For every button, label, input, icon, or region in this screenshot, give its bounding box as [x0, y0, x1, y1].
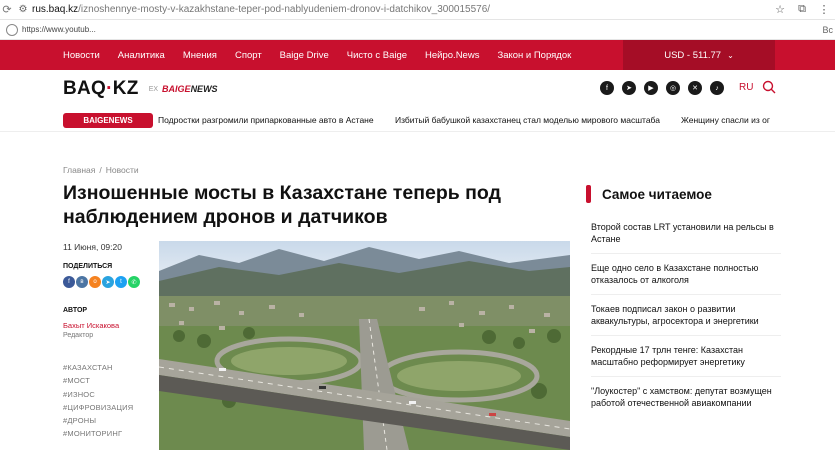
breadcrumb-home[interactable]: Главная — [63, 165, 96, 175]
tag-digitalization[interactable]: #ЦИФРОВИЗАЦИЯ — [63, 402, 134, 412]
most-read-accent — [586, 185, 591, 203]
author-label: АВТОР — [63, 307, 88, 314]
bookmarks-bar — [0, 20, 835, 40]
most-read-item-line: работой отечественной авиакомпании — [591, 398, 752, 408]
nav-item-analytics[interactable]: Аналитика — [117, 49, 165, 61]
site-info-icon[interactable]: ⚙ — [18, 4, 28, 15]
most-read-title: Самое читаемое — [602, 186, 712, 202]
most-read-item-line: Астане — [591, 234, 621, 244]
author-name[interactable]: Бахыт Искакова — [63, 321, 120, 330]
browser-address-bar — [0, 0, 835, 20]
telegram-icon[interactable]: ➤ — [622, 81, 636, 95]
facebook-icon[interactable]: f — [600, 81, 614, 95]
share-facebook-icon[interactable]: f — [63, 276, 75, 288]
aerial-road-photo — [159, 241, 570, 450]
author-role: Редактор — [63, 332, 94, 339]
share-odnoklassniki-icon[interactable]: о — [89, 276, 101, 288]
most-read-item-line: аквакультуры, агросектора и энергетики — [591, 316, 759, 326]
baige-news-logo[interactable] — [162, 84, 218, 94]
most-read-item-line: Токаев подписал закон о развитии — [591, 304, 736, 314]
site-logo[interactable] — [63, 78, 139, 100]
most-read-item[interactable] — [591, 344, 835, 368]
tag-monitoring[interactable]: #МОНИТОРИНГ — [63, 429, 123, 439]
most-read-item-line: отказалось от алкоголя — [591, 275, 689, 285]
most-read-item-line: масштабно реформирует энергетику — [591, 357, 745, 367]
article-hero-image — [159, 241, 570, 450]
currency-dropdown[interactable] — [623, 40, 775, 70]
divider — [591, 335, 781, 336]
extensions-icon[interactable]: ⧉ — [798, 3, 806, 15]
menu-icon[interactable]: ⋮ — [818, 4, 830, 16]
bookmark-youtube[interactable]: https://www.youtub... — [22, 25, 96, 34]
x-icon[interactable]: ✕ — [688, 81, 702, 95]
article-date: 11 Июня, 09:20 — [63, 242, 122, 252]
tag-list — [63, 361, 133, 441]
chevron-down-icon: ⌄ — [727, 50, 734, 60]
most-read-item[interactable] — [591, 303, 835, 327]
ticker-badge[interactable]: BAIGENEWS — [63, 113, 153, 128]
main-navigation — [0, 40, 835, 70]
nav-item-sport[interactable]: Спорт — [234, 49, 262, 61]
logo-ex-label: ЕХ — [148, 85, 159, 93]
news-ticker — [0, 110, 835, 132]
ticker-item[interactable]: Женщину спасли из ог — [681, 115, 770, 125]
logo-part-kz: KZ — [112, 78, 139, 99]
nav-item-opinions[interactable]: Мнения — [182, 49, 217, 61]
all-bookmarks[interactable]: Вс — [822, 24, 833, 35]
divider — [591, 376, 781, 377]
breadcrumb — [63, 165, 139, 175]
ticker-item[interactable]: Избитый бабушкой казахстанец стал моделью мирового масштаба — [395, 115, 660, 125]
reload-icon[interactable]: ⟳ — [2, 4, 12, 16]
most-read-item[interactable] — [591, 221, 835, 245]
breadcrumb-section[interactable]: Новости — [105, 165, 139, 175]
most-read-item[interactable] — [591, 262, 835, 286]
most-read-item-line: Рекордные 17 трлн тенге: Казахстан — [591, 345, 743, 355]
breadcrumb-separator: / — [99, 165, 102, 175]
site-header — [0, 70, 835, 108]
tag-kazakhstan[interactable]: #КАЗАХСТАН — [63, 363, 113, 372]
baige-logo-part: BAIGE — [162, 84, 191, 94]
share-twitter-icon[interactable]: t — [115, 276, 127, 288]
url-field[interactable] — [32, 4, 769, 15]
currency-value: USD - 511.77 — [664, 49, 722, 61]
tag-wear[interactable]: #ИЗНОС — [63, 389, 95, 399]
globe-icon — [6, 24, 18, 36]
ticker-item[interactable]: Подростки разгромили припаркованные авто в Астане — [158, 115, 374, 125]
share-whatsapp-icon[interactable]: ✆ — [128, 276, 140, 288]
social-links — [600, 81, 732, 95]
nav-item-neuro-news[interactable]: Нейро.News — [425, 49, 480, 61]
most-read-item[interactable] — [591, 385, 835, 409]
nav-item-baige-drive[interactable]: Baige Drive — [279, 49, 329, 61]
share-buttons — [63, 276, 141, 288]
bookmark-star-icon[interactable]: ☆ — [775, 4, 785, 16]
language-switch[interactable]: RU — [739, 82, 754, 93]
share-vk-icon[interactable]: в — [76, 276, 88, 288]
nav-item-news[interactable]: Новости — [63, 49, 100, 61]
divider — [591, 294, 781, 295]
most-read-item-line: Второй состав LRT установили на рельсы в — [591, 222, 774, 232]
tag-bridge[interactable]: #МОСТ — [63, 376, 91, 386]
most-read-item-line: "Лоукостер" с хамством: депутат возмущен — [591, 386, 772, 396]
nav-item-law-order[interactable]: Закон и Порядок — [497, 49, 572, 61]
divider — [591, 253, 781, 254]
nav-item-clean-baige[interactable]: Чисто с Baige — [346, 49, 408, 61]
share-label: ПОДЕЛИТЬСЯ — [63, 263, 113, 270]
tiktok-icon[interactable]: ♪ — [710, 81, 724, 95]
tag-drones[interactable]: #ДРОНЫ — [63, 416, 97, 426]
most-read-item-line: Еще одно село в Казахстане полностью — [591, 263, 759, 273]
url-host: rus.baq.kz — [32, 4, 79, 15]
logo-part-baq: BAQ — [63, 78, 107, 99]
share-telegram-icon[interactable]: ➤ — [102, 276, 114, 288]
url-path: /iznoshennye-mosty-v-kazakhstane-teper-pod-nablyudeniem-dronov-i-datchikov_300015576/ — [78, 4, 491, 15]
most-read-header — [586, 185, 712, 203]
news-logo-part: NEWS — [190, 84, 218, 94]
article-title: Изношенные мосты в Казахстане теперь под наблюдением дронов и датчиков — [63, 182, 501, 228]
search-icon[interactable] — [762, 80, 776, 94]
youtube-icon[interactable]: ▶ — [644, 81, 658, 95]
logo-dot: · — [106, 78, 113, 99]
instagram-icon[interactable]: ◎ — [666, 81, 680, 95]
